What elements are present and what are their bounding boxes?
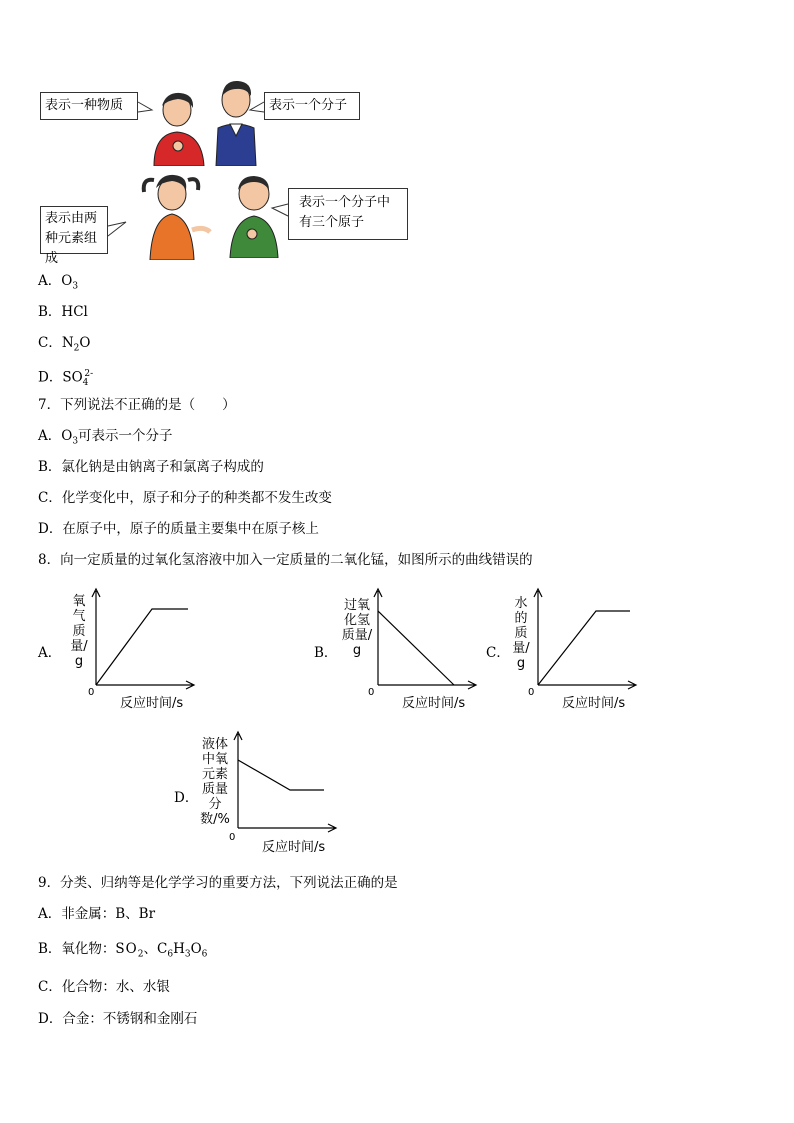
q6-option-b: B．HCl (38, 304, 88, 320)
graph-a-ylabel: 氧气质量/g (70, 594, 88, 669)
speech-bubble: 表示一个分子中有三个原子 (288, 188, 408, 240)
graph-c-label: C． (486, 645, 510, 661)
bubble-tails (40, 76, 420, 260)
graph-d-xlabel: 反应时间/s (262, 840, 326, 855)
q9-option-b: B．氧化物：$SO_2$、$C_6H_3O_6$ (38, 941, 208, 960)
graph-b-label: B． (314, 645, 338, 661)
q9-option-a: A．非金属：B、Br (38, 906, 156, 922)
speech-bubble: 表示一种物质 (40, 92, 138, 120)
q7-option-b: B．氯化钠是由钠离子和氯离子构成的 (38, 459, 264, 475)
q7-option-a: A．$O_3$可表示一个分子 (38, 428, 173, 447)
speech-bubble: 表示一个分子 (264, 92, 360, 120)
q8-stem: 8．向一定质量的过氧化氢溶液中加入一定质量的二氧化锰，如图所示的曲线错误的 (38, 552, 533, 568)
q7-option-d: D．在原子中，原子的质量主要集中在原子核上 (38, 521, 319, 537)
graph-c (532, 585, 642, 691)
q9-option-c: C．化合物：水、水银 (38, 979, 170, 995)
graph-d (232, 728, 342, 834)
graph-b-origin: 0 (368, 687, 375, 698)
graph-b-curve (378, 611, 454, 685)
graph-b-xlabel: 反应时间/s (402, 696, 466, 711)
q6-option-c: C．$N_2O$ (38, 335, 91, 354)
graph-d-ylabel: 液体中氧元素质量分数/% (200, 737, 230, 827)
graph-c-curve (538, 611, 630, 685)
q6-option-a: A．$O_3$ (38, 273, 79, 292)
graph-d-origin: 0 (229, 832, 236, 843)
speech-bubble: 表示由两种元素组成 (40, 206, 108, 254)
graph-d-label: D． (174, 790, 199, 806)
graph-d-axes (234, 732, 336, 832)
graph-a-curve (96, 609, 188, 685)
q6-option-d: D．$SO_4^{2-}$ (38, 369, 94, 389)
graph-b-axes (374, 589, 476, 689)
graph-a-label: A． (38, 645, 62, 661)
q7-option-c: C．化学变化中，原子和分子的种类都不发生改变 (38, 490, 332, 506)
graph-a-xlabel: 反应时间/s (120, 696, 184, 711)
q7-stem: 7．下列说法不正确的是（ ） (38, 397, 236, 413)
graph-b (372, 585, 482, 691)
molecule-meaning-figure (40, 76, 420, 266)
graph-c-axes (534, 589, 636, 689)
graph-a-origin: 0 (88, 687, 95, 698)
graph-c-xlabel: 反应时间/s (562, 696, 626, 711)
graph-b-ylabel: 过氧化氢质量/g (341, 598, 373, 658)
q9-stem: 9．分类、归纳等是化学学习的重要方法，下列说法正确的是 (38, 875, 398, 891)
graph-a (90, 585, 200, 691)
graph-c-origin: 0 (528, 687, 535, 698)
q9-option-d: D．合金：不锈钢和金刚石 (38, 1011, 198, 1027)
graph-d-curve (238, 760, 324, 790)
graph-c-ylabel: 水的质量/g (512, 596, 530, 671)
graph-a-axes (92, 589, 194, 689)
